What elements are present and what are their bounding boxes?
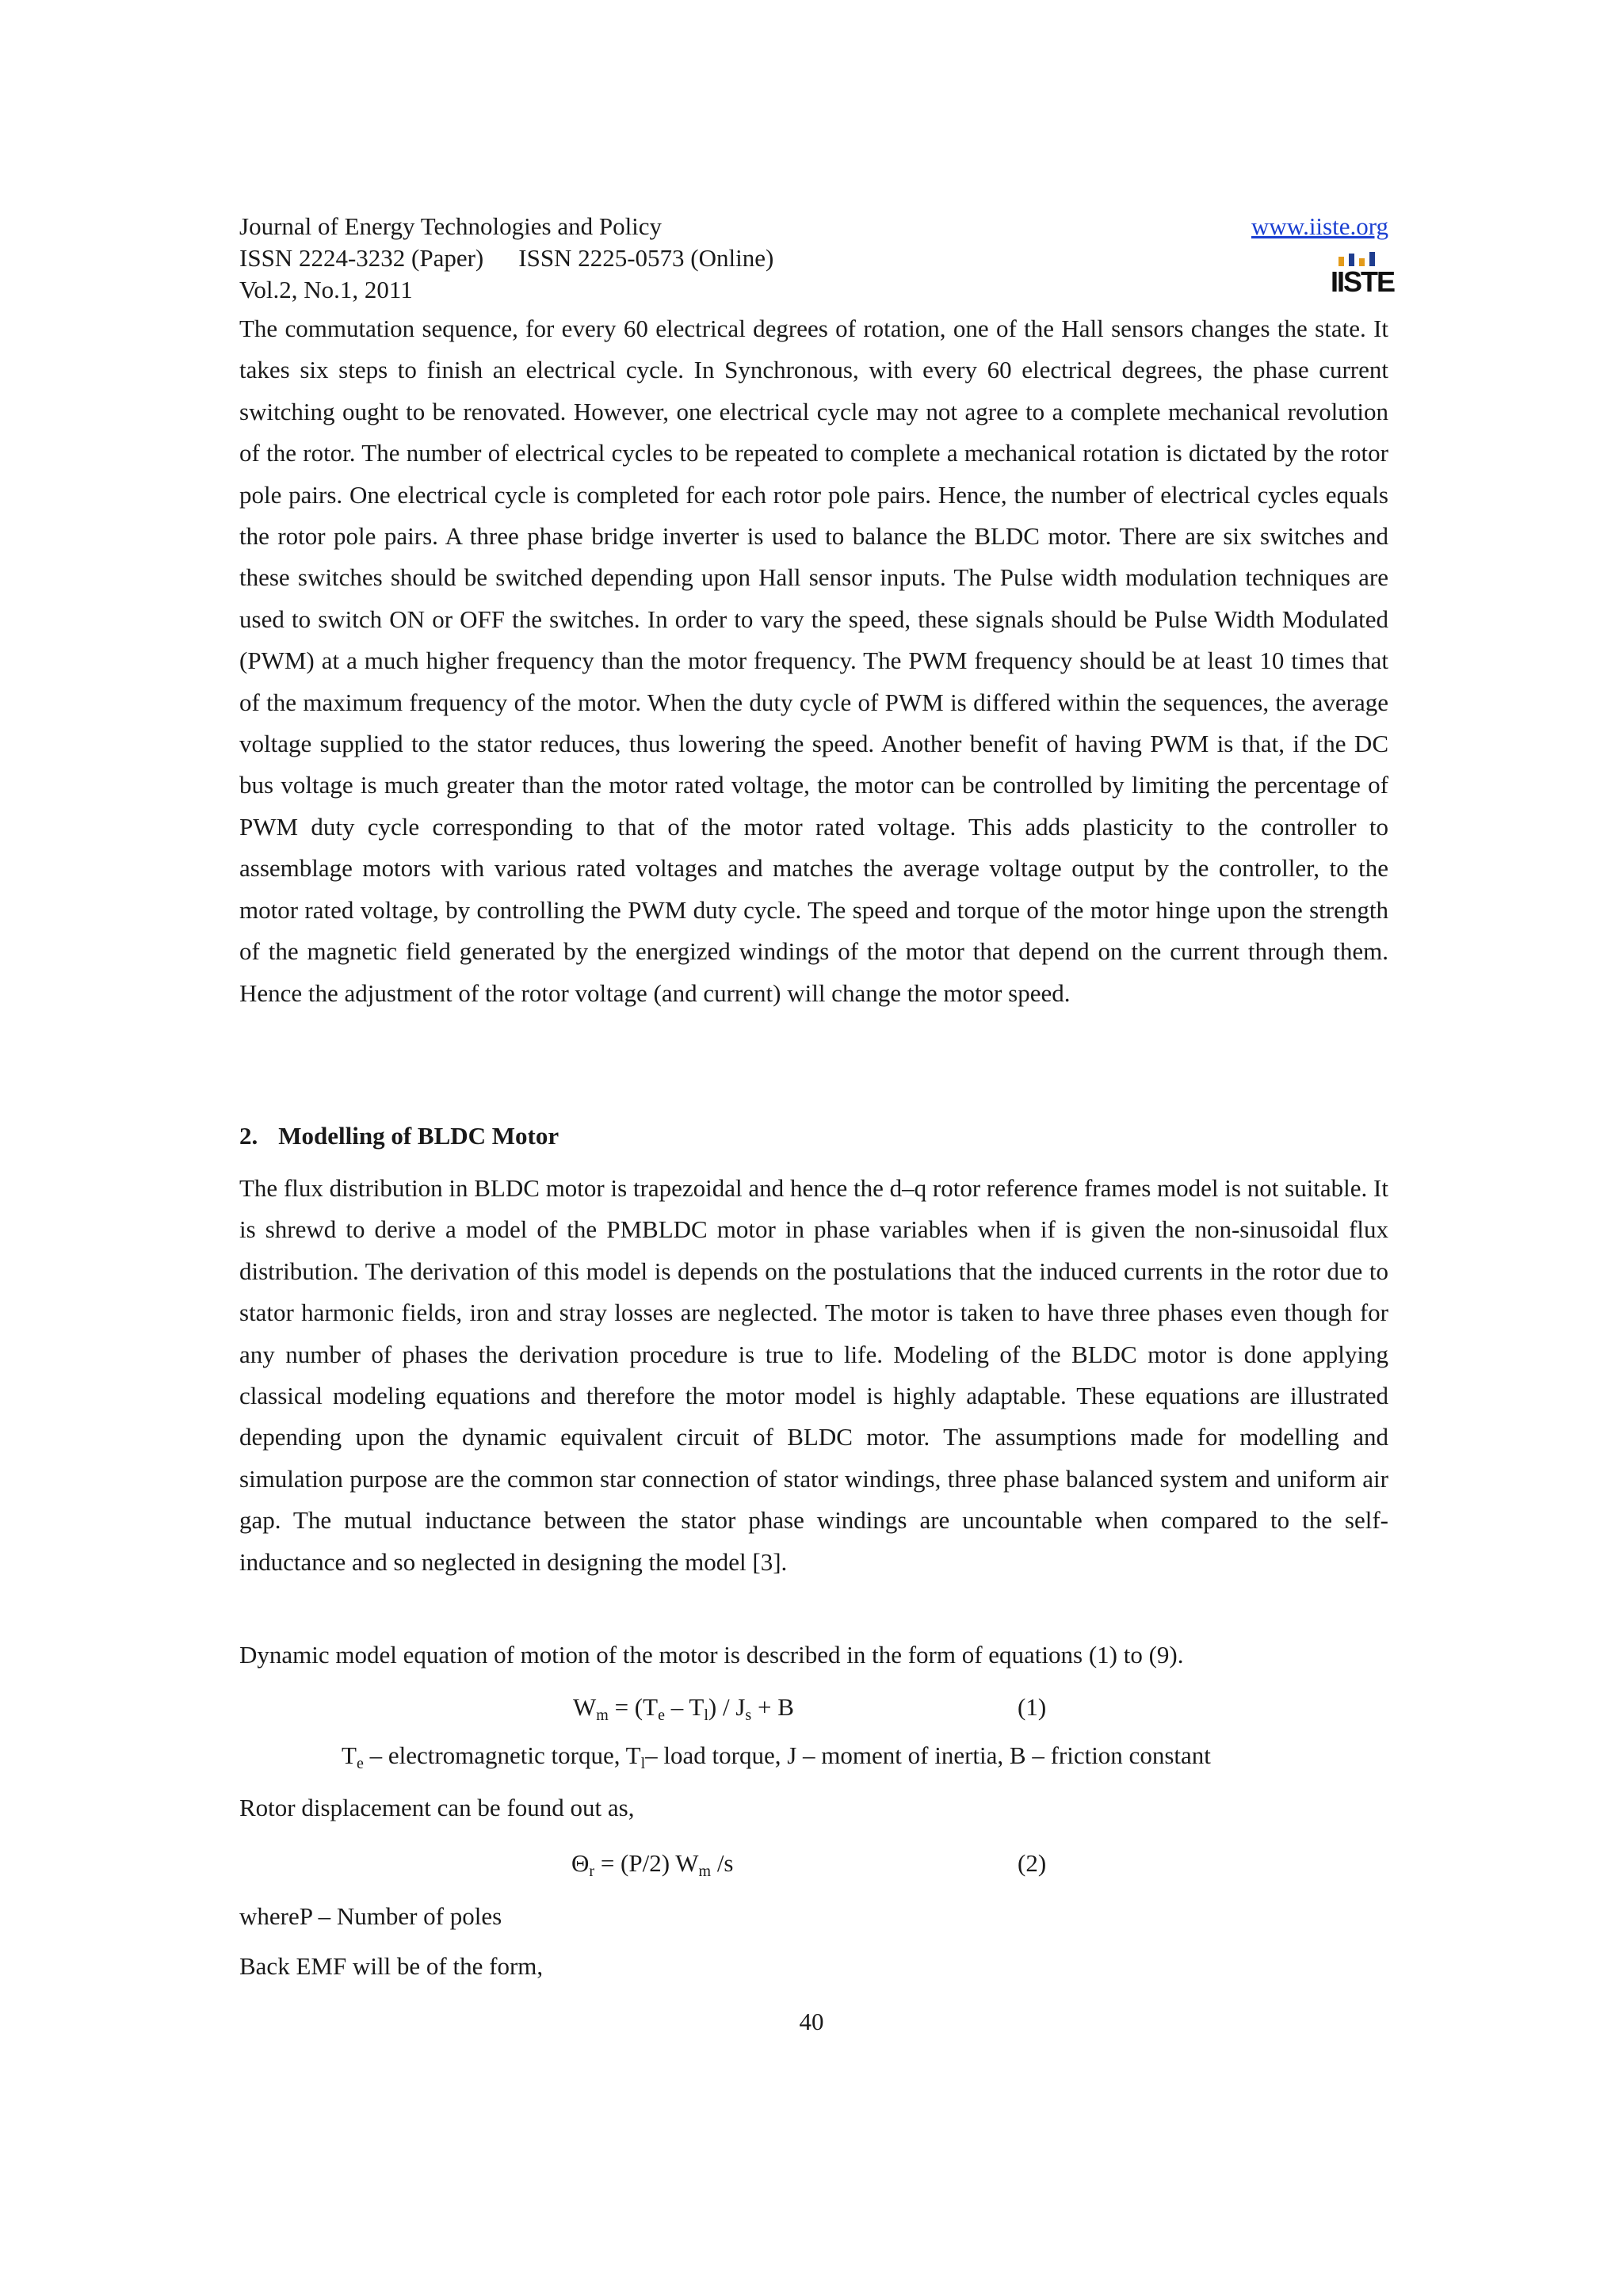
iiste-logo <box>1331 252 1395 301</box>
issn-paper: ISSN 2224-3232 (Paper) <box>239 244 484 272</box>
logo-text: IISTE <box>1331 265 1395 298</box>
poles-definition: whereP – Number of poles <box>239 1902 502 1930</box>
equations-intro: Dynamic model equation of motion of the motor is described in the form of equations (1) to (9). <box>239 1641 1184 1669</box>
volume-info: Vol.2, No.1, 2011 <box>239 276 413 303</box>
section-number: 2. <box>239 1122 258 1150</box>
issn-online: ISSN 2225-0573 (Online) <box>518 244 774 272</box>
paragraph-modelling: The flux distribution in BLDC motor is trapezoidal and hence the d–q rotor reference frames model is not suitable. It is shrewd to derive a model of the PMBLDC motor in phase variables when if is given the non-sinusoidal flux distribution. The derivation of this model is depends on the postulations that the induced currents in the rotor due to stator harmonic fields, iron and stray losses are neglected. The motor is taken to have three phases even though for any number of phases the derivation procedure is true to life. Modeling of the BLDC motor is done applying classical modeling equations and therefore the motor model is highly adaptable. These equations are illustrated depending upon the dynamic equivalent circuit of BLDC motor. The assumptions made for modelling and simulation purpose are the common star connection of stator windings, three phase balanced system and uniform air gap. The mutual inductance between the stator phase windings are uncountable when compared to the self-inductance and so neglected in designing the model [3]. <box>239 1174 1388 1576</box>
issn-line <box>239 242 1388 274</box>
journal-title: Journal of Energy Technologies and Policy <box>239 212 663 240</box>
equation-1-number: (1) <box>1018 1693 1047 1721</box>
section-heading <box>239 1120 559 1152</box>
section-title: Modelling of BLDC Motor <box>278 1122 559 1150</box>
journal-header <box>239 211 1395 306</box>
journal-url-link[interactable]: www.iiste.org <box>1251 212 1388 240</box>
page-number: 40 <box>799 2008 824 2035</box>
equation-2: $\Theta_r = (P/2)$ $W_m$ /s <box>571 1849 734 1880</box>
logo-bars <box>1331 252 1383 266</box>
equation-1-legend: $T_e$ – electromagnetic torque, $T_l-$ load torque, J – moment of inertia, B – friction constant <box>342 1741 1211 1772</box>
rotor-displacement-text: Rotor displacement can be found out as, <box>239 1794 635 1821</box>
paragraph-commutation: The commutation sequence, for every 60 electrical degrees of rotation, one of the Hall sensors changes the state. It takes six steps to finish an electrical cycle. In Synchronous, with every 60 electrical degrees, the phase current switching ought to be renovated. However, one electrical cycle may not agree to a complete mechanical revolution of the rotor. The number of electrical cycles to be repeated to complete a mechanical rotation is dictated by the rotor pole pairs. One electrical cycle is completed for each rotor pole pairs. Hence, the number of electrical cycles equals the rotor pole pairs. A three phase bridge inverter is used to balance the BLDC motor. There are six switches and these switches should be switched depending upon Hall sensor inputs. The Pulse width modulation techniques are used to switch ON or OFF the switches. In order to vary the speed, these signals should be Pulse Width Modulated (PWM) at a much higher frequency than the motor frequency. The PWM frequency should be at least 10 times that of the maximum frequency of the motor. When the duty cycle of PWM is differed within the sequences, the average voltage supplied to the stator reduces, thus lowering the speed. Another benefit of having PWM is that, if the DC bus voltage is much greater than the motor rated voltage, the motor can be controlled by limiting the percentage of PWM duty cycle corresponding to that of the motor rated voltage. This adds plasticity to the controller to assemblage motors with various rated voltages and matches the average voltage output by the controller, to the motor rated voltage, by controlling the PWM duty cycle. The speed and torque of the motor hinge upon the strength of the magnetic field generated by the energized windings of the motor that depend on the current through them. Hence the adjustment of the rotor voltage (and current) will change the motor speed. <box>239 315 1388 1007</box>
back-emf-text: Back EMF will be of the form, <box>239 1952 544 1980</box>
equation-1: $W_m = (T_e - T_l) / J_s + B$ <box>573 1693 794 1724</box>
equation-2-number: (2) <box>1018 1849 1047 1877</box>
